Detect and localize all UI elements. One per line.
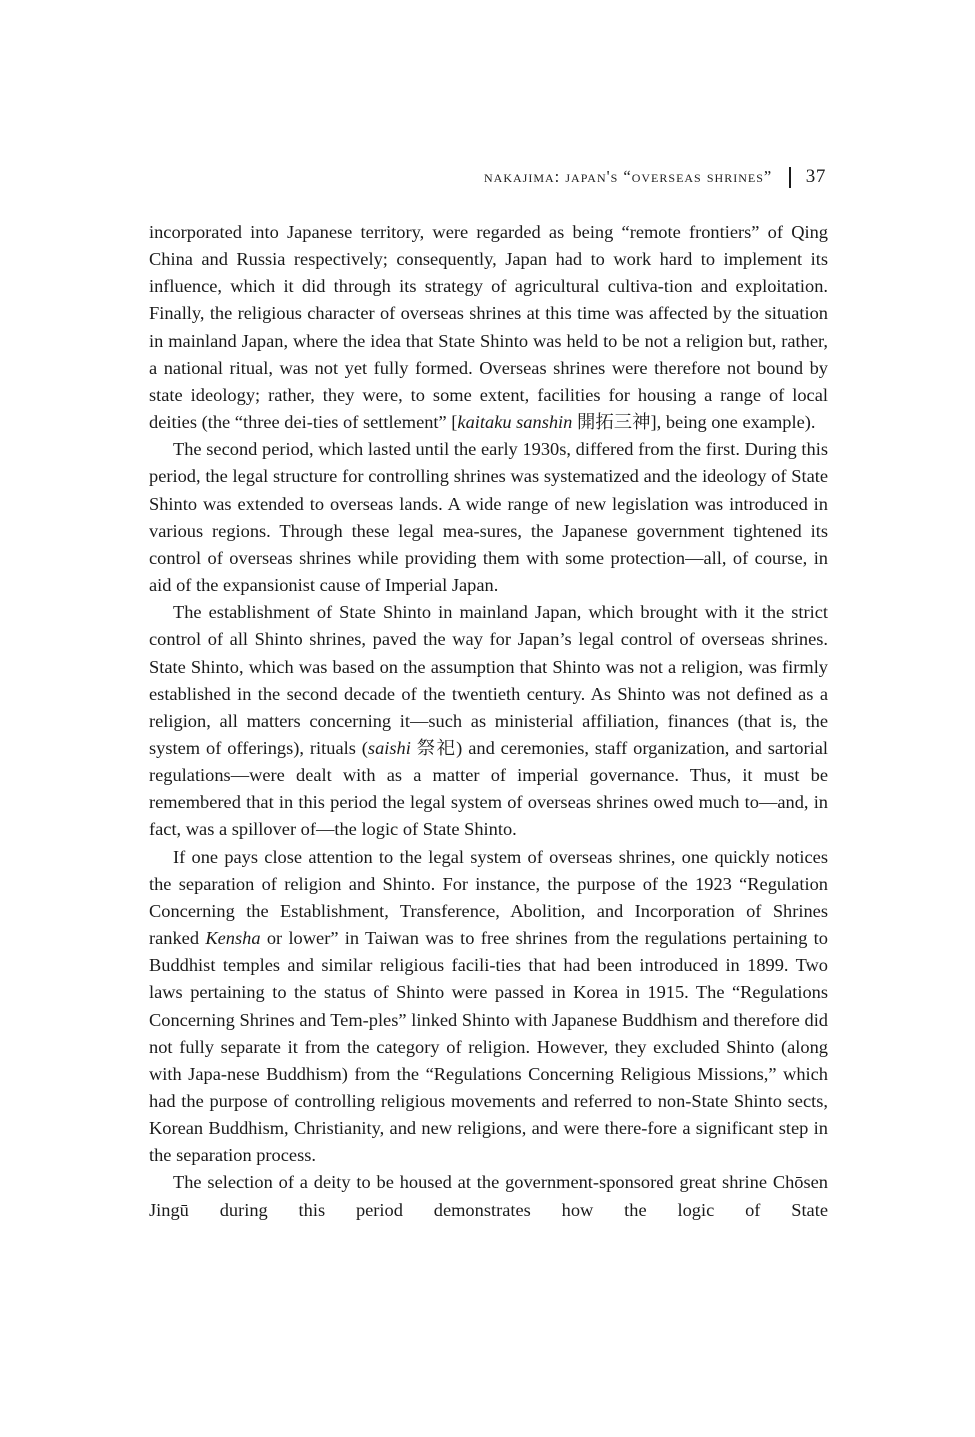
running-head: [484, 166, 826, 188]
paragraph-4: If one pays close attention to the legal system of overseas shrines, one quickly notices the separation of religion and Shinto. For instance, the purpose of the 1923 “Regulation Concerning the Establishment, Transference, Abolition, and Incorporation of Shrines ranked Kensha or lower” in Taiwan was to free shrines from the regulations pertaining to Buddhist temples and similar religious facili-ties that had been introduced in 1899. Two laws pertaining to the status of Shinto were passed in Korea in 1915. The “Regulations Concerning Shrines and Tem-ples” linked Shinto with Japanese Buddhism and therefore did not fully separate it from the category of religion. However, they excluded Shinto (along with Japa-nese Buddhism) from the “Regulations Concerning Religious Missions,” which had the purpose of controlling religious movements and referred to non-State Shinto sects, Korean Buddhism, Christianity, and new religions, and were there-fore a significant step in the separation process.: [149, 846, 828, 1166]
italic-term: saishi: [367, 737, 411, 758]
paragraph-2: The second period, which lasted until the early 1930s, differed from the first. During this period, the legal structure for controlling shrines was systematized and the ideology of State Shinto was extended to overseas lands. A wide range of new legislation was introduced in various regions. Through these legal mea-sures, the Japanese government tightened its control of overseas shrines while providing them with some protection—all, of course, in aid of the expansionist cause of Imperial Japan.: [149, 439, 828, 596]
body-text: [149, 219, 828, 1224]
italic-term: Kensha: [205, 928, 261, 949]
italic-term: kaitaku sanshin: [457, 412, 573, 433]
running-head-title: nakajima: japan's “overseas shrines”: [484, 167, 773, 186]
paragraph-1: incorporated into Japanese territory, were regarded as being “remote frontiers” of Qing China and Russia respectively; consequently, Japan had to work hard to implement its influence, which it did through its strategy of agricultural cultiva-tion and exploitation. Finally, the religious character of overseas shrines at this time was affected by the situation in mainland Japan, where the idea that State Shinto was held to be not a religion but, rather, a national ritual, was not yet fully formed. Overseas shrines were therefore not bound by state ideology; rather, they were, to some extent, facilities for housing a range of local deities (the “three dei-ties of settlement” [kaitaku sanshin 開拓三神], being one example).: [149, 222, 828, 433]
page-number: 37: [805, 166, 826, 187]
paragraph-3: The establishment of State Shinto in mainland Japan, which brought with it the strict control of all Shinto shrines, paved the way for Japan’s legal control of overseas shrines. State Shinto, which was based on the assumption that Shinto was not a religion, was firmly established in the second decade of the twentieth century. As Shinto was not defined as a religion, all matters concerning it—such as ministerial affiliation, finances (that is, the system of offerings), rituals (saishi 祭祀) and ceremonies, staff organization, and sartorial regulations—were dealt with as a matter of imperial governance. Thus, it must be remembered that in this period the legal system of overseas shrines owed much to—and, in fact, was a spillover of—the logic of State Shinto.: [149, 602, 828, 840]
running-head-separator: [789, 167, 791, 188]
paragraph-5: The selection of a deity to be housed at the government-sponsored great shrine Chōsen Jingū during this period demonstrates how the logic of State: [149, 1172, 828, 1220]
